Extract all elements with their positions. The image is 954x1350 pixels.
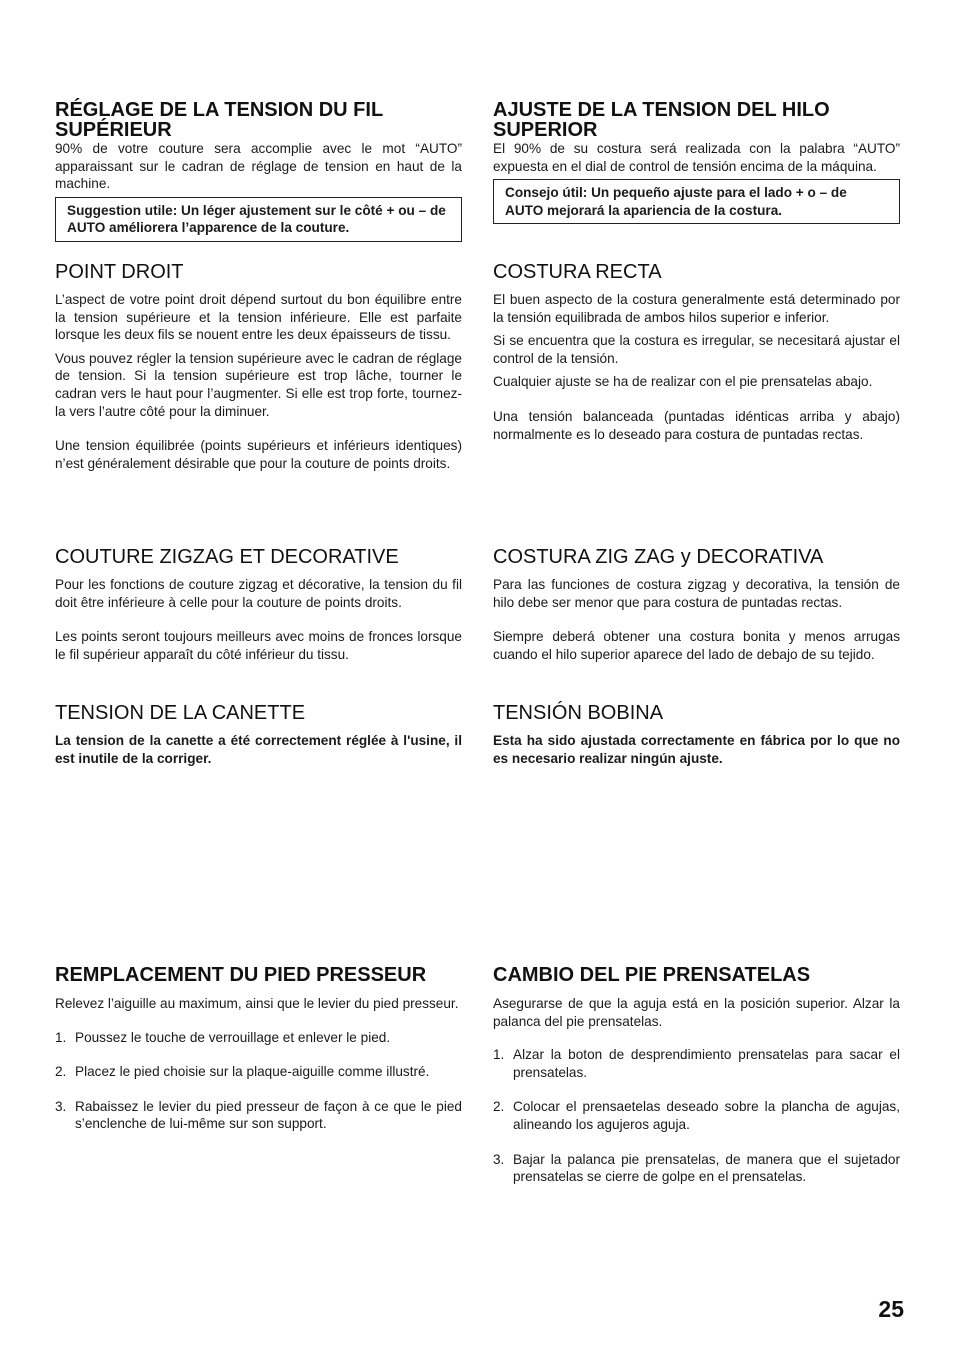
section-bobbin-tension-fr [55, 702, 462, 767]
section-title: TENSION DE LA CANETTE [55, 702, 306, 724]
paragraph: Una tensión balanceada (puntadas idénticas arriba y abajo) normalmente es lo deseado para costura de puntadas rectas. [493, 408, 900, 442]
list-item: 3. Rabaissez le levier du pied presseur de façon à ce que le pied s’enclenche de lui-même sur son support. [55, 1098, 462, 1132]
section-zigzag-es [493, 546, 900, 663]
section-title: COSTURA RECTA [493, 261, 662, 283]
paragraph: Relevez l’aiguille au maximum, ainsi que le levier du pied presseur. [55, 996, 459, 1011]
section-title: AJUSTE DE LA TENSION DEL HILO SUPERIOR [493, 99, 830, 141]
paragraph: Une tension équilibrée (points supérieurs et inférieurs identiques) n’est généralement désirable que pour la couture de points droits. [55, 438, 462, 471]
paragraph: La tension de la canette a été correctement réglée à l'usine, il est inutile de la corriger. [55, 733, 462, 766]
paragraph: Vous pouvez régler la tension supérieure avec le cadran de réglage de tension. Si la tension supérieure est trop lâche, tourner le cadran vers le haut pour l’augmenter. Si elle est trop forte, tournez-la vers l’autre côté pour la diminuer. [55, 350, 462, 419]
section-upper-thread-tension-fr [55, 100, 462, 242]
list-item: 1. Alzar la boton de desprendimiento prensatelas para sacar el prensatelas. [493, 1047, 900, 1080]
section-bobbin-tension-es [493, 702, 900, 767]
steps-list [493, 1046, 900, 1186]
list-item: 2. Placez le pied choisie sur la plaque-aiguille comme illustré. [55, 1064, 430, 1080]
section-zigzag-fr [55, 546, 462, 663]
section-title: POINT DROIT [55, 261, 184, 283]
section-title: TENSIÓN BOBINA [493, 702, 664, 724]
paragraph: Si se encuentra que la costura es irregular, se necesitará ajustar el control de la tensión. [493, 333, 900, 366]
tip-box: Suggestion utile: Un léger ajustement sur le côté + ou – de AUTO améliorera l’apparence de la couture. [55, 197, 462, 242]
list-item: 3. Bajar la palanca pie prensatelas, de manera que el sujetador prensatelas se cierre de golpe en el prensatelas. [493, 1151, 900, 1185]
paragraph: Asegurarse de que la aguja está en la posición superior. Alzar la palanca del pie prensatelas. [493, 996, 900, 1029]
paragraph: Cualquier ajuste se ha de realizar con el pie prensatelas abajo. [493, 374, 873, 390]
paragraph: El 90% de su costura será realizada con la palabra “AUTO” expuesta en el dial de control de tensión encima de la máquina. [493, 141, 900, 174]
list-item: 2. Colocar el prensaetelas deseado sobre la plancha de agujas, alineando los agujeros aguja. [493, 1099, 900, 1132]
paragraph: 90% de votre couture sera accomplie avec le mot “AUTO” apparaissant sur le cadran de réglage de tension en haut de la machine. [55, 141, 462, 192]
section-upper-thread-tension-es [493, 100, 900, 224]
section-title: COUTURE ZIGZAG ET DECORATIVE [55, 546, 399, 568]
section-presser-foot-fr [55, 965, 462, 1133]
paragraph: Para las funciones de costura zigzag y decorativa, la tensión de hilo debe ser menor que para costura de puntadas rectas. [493, 577, 900, 610]
list-item: 1. Poussez le touche de verrouillage et enlever le pied. [55, 1029, 391, 1045]
tip-box: Consejo útil: Un pequeño ajuste para el lado + o – de AUTO mejorará la apariencia de la costura. [493, 179, 900, 224]
steps-list [55, 1029, 462, 1133]
section-presser-foot-es [493, 965, 900, 1186]
paragraph: L’aspect de votre point droit dépend surtout du bon équilibre entre la tension supérieure et la tension inférieure. Elle est parfaite lorsque les deux fils se nouent entre les deux épaisseurs de tissu. [55, 292, 462, 343]
section-title: REMPLACEMENT DU PIED PRESSEUR [55, 964, 427, 986]
page-number: 25 [878, 1296, 904, 1322]
paragraph: Siempre deberá obtener una costura bonita y menos arrugas cuando el hilo superior aparece del lado de debajo de su tejido. [493, 629, 900, 662]
section-title: COSTURA ZIG ZAG y DECORATIVA [493, 546, 824, 568]
section-straight-stitch-fr [55, 261, 462, 472]
paragraph: Esta ha sido ajustada correctamente en fábrica por lo que no es necesario realizar ningún ajuste. [493, 733, 900, 766]
paragraph: Pour les fonctions de couture zigzag et décorative, la tension du fil doit être inférieure à celle pour la couture de points droits. [55, 577, 462, 610]
section-title: RÉGLAGE DE LA TENSION DU FIL SUPÉRIEUR [55, 99, 383, 141]
paragraph: Les points seront toujours meilleurs avec moins de fronces lorsque le fil supérieur apparaît du côté inférieur du tissu. [55, 629, 462, 662]
section-straight-stitch-es [493, 261, 900, 443]
paragraph: El buen aspecto de la costura generalmente está determinado por la tensión equilibrada de ambos hilos superior e inferior. [493, 292, 900, 325]
section-title: CAMBIO DEL PIE PRENSATELAS [493, 964, 811, 986]
